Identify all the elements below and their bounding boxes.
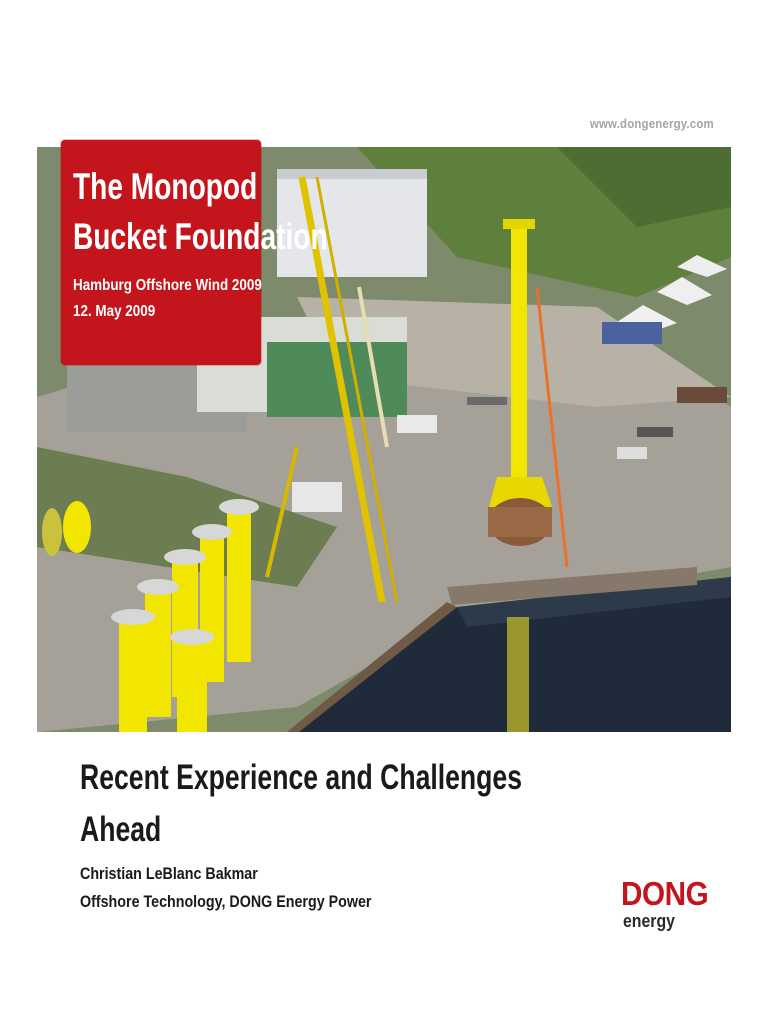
author-affiliation: Offshore Technology, DONG Energy Power (80, 892, 372, 911)
event-info (73, 273, 262, 325)
presentation-title (73, 162, 328, 262)
heading-line-2: Ahead (80, 810, 162, 849)
title-line-2: Bucket Foundation (73, 216, 328, 257)
website-url: www.dongenergy.com (590, 116, 714, 131)
event-name: Hamburg Offshore Wind 2009 (73, 277, 262, 294)
author-name: Christian LeBlanc Bakmar (80, 864, 258, 883)
talk-heading (80, 752, 522, 856)
dong-energy-logo (621, 876, 721, 940)
event-date: 12. May 2009 (73, 303, 156, 320)
heading-line-1: Recent Experience and Challenges (80, 758, 523, 797)
title-panel (61, 140, 328, 365)
logo-word-dong: DONG (621, 875, 709, 912)
author-block (80, 860, 371, 916)
title-line-1: The Monopod (73, 166, 258, 207)
logo-word-energy: energy (623, 911, 675, 931)
